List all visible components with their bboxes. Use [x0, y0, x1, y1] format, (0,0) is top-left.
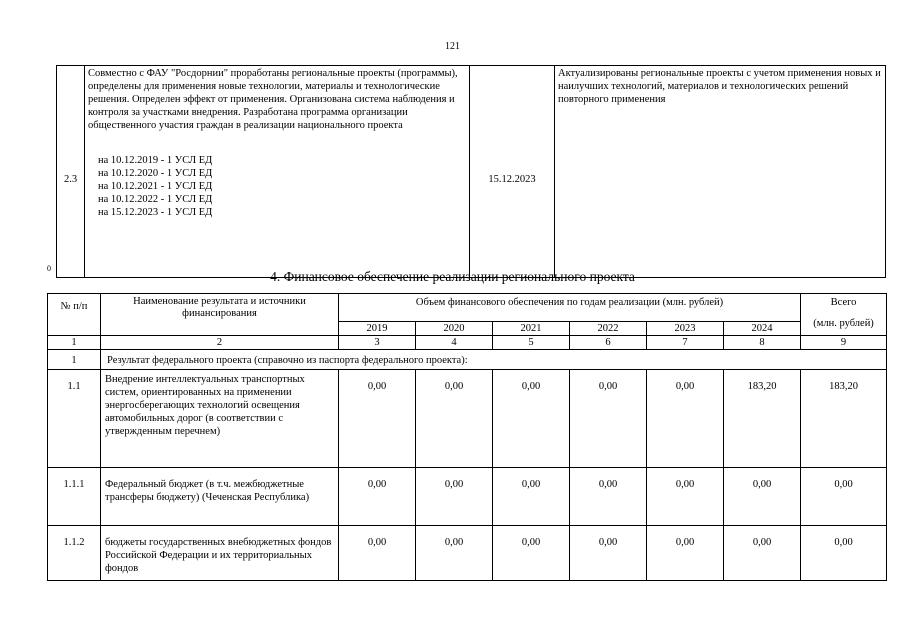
column-number: 6 [570, 336, 647, 350]
row-value: 183,20 [724, 370, 801, 468]
header-total: Всего [830, 297, 857, 308]
row-value: 0,00 [647, 370, 724, 468]
table-row [48, 468, 887, 526]
row-value: 0,00 [493, 468, 570, 526]
header-total-unit: (млн. рублей) [813, 318, 874, 329]
column-number: 8 [724, 336, 801, 350]
row-total: 183,20 [801, 370, 887, 468]
header-num: № п/п [48, 294, 101, 336]
row-value: 0,00 [570, 526, 647, 581]
schedule-item: на 10.12.2022 - 1 УСЛ ЕД [98, 194, 213, 205]
row-name: Федеральный бюджет (в т.ч. межбюджетные трансферы бюджету) (Чеченская Республика) [101, 468, 339, 526]
header-row [48, 294, 887, 322]
header-year: 2021 [493, 322, 570, 336]
finance-table [47, 293, 887, 581]
row-description-cell [85, 66, 470, 278]
row-value: 0,00 [570, 370, 647, 468]
row-value: 0,00 [647, 468, 724, 526]
row-number: 1.1.2 [48, 526, 101, 581]
header-year: 2019 [339, 322, 416, 336]
row-total: 0,00 [801, 526, 887, 581]
column-numbers-row [48, 336, 887, 350]
row-value: 0,00 [339, 370, 416, 468]
row-value: 0,00 [570, 468, 647, 526]
row-value: 0,00 [493, 370, 570, 468]
result-row [48, 350, 887, 370]
header-year: 2024 [724, 322, 801, 336]
column-number: 3 [339, 336, 416, 350]
schedule-item: на 15.12.2023 - 1 УСЛ ЕД [98, 207, 213, 218]
schedule-item: на 10.12.2021 - 1 УСЛ ЕД [98, 181, 213, 192]
column-number: 4 [416, 336, 493, 350]
table-row [48, 526, 887, 581]
result-row-text: Результат федерального проекта (справочно из паспорта федерального проекта): [101, 350, 887, 370]
table-row [57, 66, 886, 278]
row-number: 1.1 [48, 370, 101, 468]
column-number: 2 [101, 336, 339, 350]
project-results-table [56, 65, 886, 278]
row-date: 15.12.2023 [470, 66, 555, 278]
stray-mark: 0 [47, 264, 51, 273]
row-value: 0,00 [339, 526, 416, 581]
row-value: 0,00 [647, 526, 724, 581]
row-number: 2.3 [57, 66, 85, 278]
header-year: 2022 [570, 322, 647, 336]
column-number: 9 [801, 336, 887, 350]
row-description: Совместно с ФАУ "Росдорнии" проработаны региональные проекты (программы), определены для применения новые технологии, материалы и технологические решения. Определен эффект от применения. Организована система наблюдения и контроля за участками внедрения. Разработана программа организации общественного участия граждан в реализации национального проекта [88, 68, 458, 131]
schedule-list [88, 154, 466, 219]
page-number: 121 [445, 41, 460, 52]
row-number: 1.1.1 [48, 468, 101, 526]
header-total-cell [801, 294, 887, 336]
row-name: бюджеты государственных внебюджетных фондов Российской Федерации и их территориальных фондов [101, 526, 339, 581]
table-row [48, 370, 887, 468]
section-title: 4. Финансовое обеспечение реализации регионального проекта [270, 269, 635, 284]
row-value: 0,00 [416, 468, 493, 526]
column-number: 1 [48, 336, 101, 350]
row-result: Актуализированы региональные проекты с учетом применения новых и наилучших технологий, материалов и технологических решений повторного применения [555, 66, 886, 278]
row-value: 0,00 [416, 526, 493, 581]
header-year: 2020 [416, 322, 493, 336]
row-value: 0,00 [416, 370, 493, 468]
header-volume: Объем финансового обеспечения по годам реализации (млн. рублей) [339, 294, 801, 322]
column-number: 5 [493, 336, 570, 350]
row-total: 0,00 [801, 468, 887, 526]
row-value: 0,00 [724, 526, 801, 581]
column-number: 7 [647, 336, 724, 350]
header-name: Наименование результата и источники финансирования [101, 294, 339, 336]
schedule-item: на 10.12.2020 - 1 УСЛ ЕД [98, 168, 213, 179]
result-row-num: 1 [48, 350, 101, 370]
header-year: 2023 [647, 322, 724, 336]
schedule-item: на 10.12.2019 - 1 УСЛ ЕД [98, 155, 213, 166]
row-value: 0,00 [724, 468, 801, 526]
row-value: 0,00 [339, 468, 416, 526]
row-value: 0,00 [493, 526, 570, 581]
row-name: Внедрение интеллектуальных транспортных систем, ориентированных на применении энергосберегающих технологий освещения автомобильных дорог (в соответствии с утвержденным перечнем) [101, 370, 339, 468]
